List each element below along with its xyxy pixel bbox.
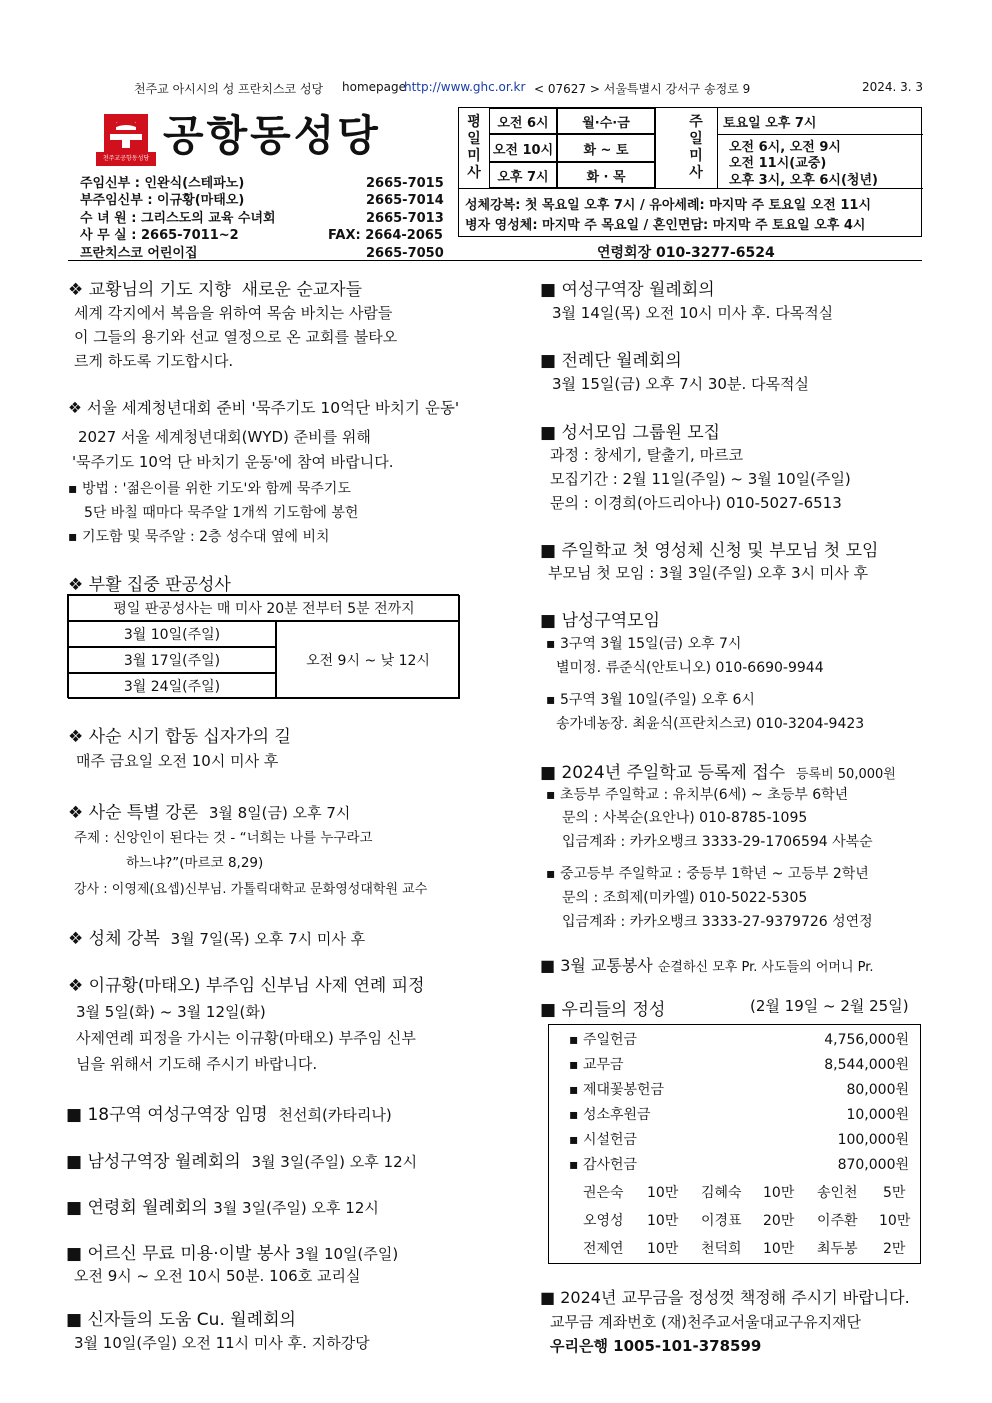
altar-text: 3월 15일(금) 오후 7시 30분. 다목적실 — [552, 375, 809, 393]
wyd-method: 5단 바칠 때마다 묵주알 1개씩 기도함에 봉헌 — [84, 505, 359, 521]
lecture-section-title: ❖ 사순 특별 강론 3월 8일(금) 오후 7시 — [68, 803, 351, 823]
donor-name: 송인천 — [817, 1185, 858, 1201]
confession-note: 평일 판공성사는 매 미사 20분 전부터 5분 전까지 — [68, 595, 460, 621]
confession-table — [67, 594, 459, 698]
confession-date: 3월 24일(주일) — [68, 673, 276, 699]
confession-section-title: ❖ 부활 집중 판공성사 — [68, 575, 231, 595]
staff-role: 주임신부 : 인완식(스테파노) — [80, 176, 245, 191]
square-icon: ■ — [540, 611, 557, 631]
homepage-label: homepage — [342, 80, 406, 94]
diamond-icon: ❖ — [68, 803, 84, 823]
staff-role: 부주임신부 : 이규황(마태오) — [80, 193, 245, 209]
kyomu-section-title: ■ 2024년 교무금을 정성껏 책정해 주시기 바랍니다. — [540, 1288, 910, 1307]
staff-row — [80, 227, 442, 244]
wyd-method: ▪ 방법 : '젊은이를 위한 기도'와 함께 묵주기도 — [68, 481, 351, 497]
offering-row: ▪ 시설헌금 100,000원 — [569, 1132, 909, 1148]
cross-section-title: ❖ 사순 시기 합동 십자가의 길 — [68, 727, 291, 747]
donor-amount: 20만 — [763, 1213, 795, 1229]
weekday-days: 화 · 목 — [557, 162, 655, 188]
square-icon: ■ — [540, 280, 557, 300]
mass-schedule — [458, 107, 922, 237]
confession-date: 3월 17일(주일) — [68, 647, 276, 673]
bible-text: 모집기간 : 2월 11일(주일) ~ 3월 10일(주일) — [550, 470, 851, 488]
offering-row: ▪ 성소후원금 10,000원 — [569, 1107, 909, 1123]
donor-name: 이경표 — [701, 1213, 742, 1229]
donor-amount: 10만 — [647, 1185, 679, 1201]
men-district-section-title: ■ 남성구역모임 — [540, 611, 661, 631]
wyd-section-title: ❖ 서울 세계청년대회 준비 '묵주기도 10억단 바치기 운동' — [68, 399, 460, 417]
donor-name: 김혜숙 — [701, 1185, 742, 1201]
square-icon: ■ — [540, 763, 557, 783]
diamond-icon: ❖ — [68, 399, 82, 417]
offering-period: (2월 19일 ~ 2월 25일) — [750, 997, 909, 1015]
donor-name: 전제연 — [583, 1241, 624, 1257]
mass-note: 성체강복: 첫 목요일 오후 7시 / 유아세례: 마지막 주 토요일 오전 11시 — [465, 198, 872, 213]
square-icon: ■ — [66, 1198, 83, 1218]
donor-amount: 5만 — [883, 1185, 906, 1201]
offering-table — [548, 1024, 921, 1264]
wyd-box: ▪ 기도함 및 묵주알 : 2층 성수대 옆에 비치 — [68, 529, 330, 545]
benediction-text: 3월 7일(목) 오후 7시 미사 후 — [170, 930, 366, 948]
prayer-text: 르게 하도록 기도합시다. — [74, 352, 234, 370]
weekday-mass-label: 평 일 미 사 — [467, 114, 481, 181]
yeon-text: 3월 3일(주일) 오후 12시 — [213, 1199, 379, 1217]
staff-row — [80, 210, 442, 227]
square-icon: ■ — [66, 1105, 83, 1125]
lecture-date: 3월 8일(금) 오후 7시 — [208, 804, 351, 822]
prayer-section-title: ❖ 교황님의 기도 지향 새로운 순교자들 — [68, 280, 363, 300]
mass-note: 병자 영성체: 마지막 주 목요일 / 혼인면담: 마지막 주 토요일 오후 4시 — [465, 218, 866, 233]
staff-phone: 2665-7015 — [366, 176, 444, 191]
donor-amount: 10만 — [763, 1185, 795, 1201]
donor-amount: 2만 — [883, 1241, 906, 1257]
wyd-text: '묵주기도 10억 단 바치기 운동'에 참여 바랍니다. — [72, 453, 394, 471]
bible-text: 문의 : 이경희(아드리아나) 010-5027-6513 — [550, 494, 842, 512]
square-icon: ■ — [540, 956, 556, 975]
address: < 07627 > 서울특별시 강서구 송정로 9 — [534, 82, 751, 96]
church-title: 공항동성당 — [163, 111, 381, 160]
parish-name: 천주교 아시시의 성 프란치스코 성당 — [134, 82, 324, 96]
lecture-theme: 주제 : 신앙인이 된다는 것 - “너희는 나를 누구라고 — [74, 830, 373, 846]
offering-row: ▪ 감사헌금 870,000원 — [569, 1157, 909, 1173]
square-icon: ■ — [66, 1310, 83, 1330]
square-icon: ■ — [540, 423, 557, 443]
offering-row: ▪ 교무금 8,544,000원 — [569, 1057, 909, 1073]
diamond-icon: ❖ — [68, 976, 84, 996]
traffic-section-title: ■ 3월 교통봉사 순결하신 모후 Pr. 사도들의 어머니 Pr. — [540, 956, 874, 975]
square-icon: ■ — [540, 1000, 557, 1020]
donor-name: 이주환 — [817, 1213, 858, 1229]
lecture-speaker: 강사 : 이영제(요셉)신부님. 가톨릭대학교 문화영성대학원 교수 — [74, 882, 428, 897]
men-district-text: ▪ 3구역 3월 15일(금) 오후 7시 — [546, 636, 742, 652]
donor-amount: 10만 — [647, 1213, 679, 1229]
lecture-theme: 하느냐?”(마르코 8,29) — [126, 855, 264, 871]
donor-amount: 10만 — [647, 1241, 679, 1257]
offering-row: ▪ 주일헌금 4,756,000원 — [569, 1032, 909, 1048]
donor-name: 천덕희 — [701, 1241, 742, 1257]
appoint-text: 천선희(카타리나) — [278, 1106, 392, 1124]
issue-date: 2024. 3. 3 — [862, 80, 924, 94]
staff-list — [80, 175, 442, 262]
retreat-text: 사제연례 피정을 가시는 이규황(마태오) 부주임 신부 — [76, 1029, 416, 1047]
donor-name: 최두봉 — [817, 1241, 858, 1257]
appoint-section-title: ■ 18구역 여성구역장 임명 천선희(카타리나) — [66, 1105, 392, 1125]
sunday-mass-label: 주 일 미 사 — [689, 114, 703, 181]
square-icon: ■ — [540, 541, 557, 561]
tuition-fee: 등록비 50,000원 — [795, 767, 896, 782]
sunday-time: 토요일 오후 7시 — [723, 116, 817, 131]
staff-row — [80, 175, 442, 192]
hair-section-title: ■ 어르신 무료 미용·이발 봉사 3월 10일(주일) — [66, 1244, 399, 1264]
church-logo — [96, 108, 156, 172]
diamond-icon: ❖ — [68, 280, 84, 300]
retreat-section-title: ❖ 이규황(마태오) 부주임 신부님 사제 연례 피정 — [68, 976, 425, 996]
square-icon: ■ — [66, 1152, 83, 1172]
traffic-text: 순결하신 모후 Pr. 사도들의 어머니 Pr. — [657, 960, 874, 975]
prayer-subtitle: 새로운 순교자들 — [241, 280, 363, 300]
tuition-text: 입금계좌 : 카카오뱅크 3333-29-1706594 사복순 — [562, 834, 873, 850]
square-icon: ■ — [540, 351, 557, 371]
wyd-text: 2027 서울 세계청년대회(WYD) 준비를 위해 — [78, 428, 371, 446]
hair-text: 오전 9시 ~ 오전 10시 50분. 106호 교리실 — [74, 1267, 361, 1285]
staff-row — [80, 192, 442, 209]
altar-section-title: ■ 전례단 월례회의 — [540, 351, 682, 371]
women-text: 3월 14일(목) 오전 10시 미사 후. 다목적실 — [552, 304, 834, 322]
offering-row: ▪ 제대꽃봉헌금 80,000원 — [569, 1082, 909, 1098]
tuition-text: ▪ 중고등부 주일학교 : 중등부 1학년 ~ 고등부 2학년 — [546, 866, 869, 882]
confession-time: 오전 9시 ~ 낮 12시 — [276, 621, 460, 699]
retreat-text: 님을 위해서 기도해 주시기 바랍니다. — [76, 1055, 318, 1073]
men-district-text: 별미정. 류준식(안토니오) 010-6690-9944 — [556, 660, 824, 676]
cu-text: 3월 10일(주일) 오전 11시 미사 후. 지하강당 — [74, 1334, 370, 1352]
prayer-text: 세계 각지에서 복음을 위하여 목숨 바치는 사람들 — [74, 304, 393, 322]
sunday-time: 오후 3시, 오후 6시(청년) — [729, 173, 878, 188]
yeon-section-title: ■ 연령회 월례회의 3월 3일(주일) 오후 12시 — [66, 1198, 379, 1218]
weekday-time: 오전 6시 — [489, 108, 557, 134]
staff-phone: 2665-7014 — [366, 193, 444, 209]
sunday-school-text: 부모님 첫 모임 : 3월 3일(주일) 오후 3시 미사 후 — [548, 564, 869, 582]
men-district-text: 송가네농장. 최윤식(프란치스코) 010-3204-9423 — [556, 716, 865, 732]
offering-section-title: ■ 우리들의 정성 — [540, 1000, 666, 1020]
header-divider — [68, 260, 922, 261]
staff-role: 수 녀 원 : 그리스도의 교육 수녀회 — [80, 210, 276, 226]
donor-name: 권은숙 — [583, 1185, 624, 1201]
weekday-days: 월·수·금 — [557, 108, 655, 134]
confession-date: 3월 10일(주일) — [68, 621, 276, 647]
tuition-text: ▪ 초등부 주일학교 : 유치부(6세) ~ 초등부 6학년 — [546, 787, 849, 803]
cross-text: 매주 금요일 오전 10시 미사 후 — [76, 752, 279, 770]
tuition-text: 입금계좌 : 카카오뱅크 3333-27-9379726 성연정 — [562, 914, 873, 930]
men-district-text: ▪ 5구역 3월 10일(주일) 오후 6시 — [546, 692, 755, 708]
square-icon: ■ — [66, 1244, 83, 1264]
donor-name: 오영성 — [583, 1213, 624, 1229]
sunday-school-section-title: ■ 주일학교 첫 영성체 신청 및 부모님 첫 모임 — [540, 541, 879, 561]
association-contact: 연령회장 010-3277-6524 — [597, 245, 775, 261]
donor-amount: 10만 — [879, 1213, 911, 1229]
weekday-time: 오전 10시 — [489, 134, 557, 162]
staff-phone: 2665-7050 — [366, 245, 444, 261]
prayer-text: 이 그들의 용기와 선교 열정으로 온 교회를 불타오 — [74, 328, 398, 346]
retreat-text: 3월 5일(화) ~ 3월 12일(화) — [76, 1003, 266, 1021]
diamond-icon: ❖ — [68, 575, 84, 595]
bible-section-title: ■ 성서모임 그룹원 모집 — [540, 423, 721, 443]
cu-section-title: ■ 신자들의 도움 Cu. 월례회의 — [66, 1310, 296, 1330]
tuition-section-title: ■ 2024년 주일학교 등록제 접수 등록비 50,000원 — [540, 763, 896, 783]
donor-amount: 10만 — [763, 1241, 795, 1257]
women-section-title: ■ 여성구역장 월례회의 — [540, 280, 715, 300]
logo-caption: 천주교공항동성당 — [96, 152, 156, 166]
square-icon: ■ — [540, 1288, 556, 1307]
sunday-time: 오전 6시, 오전 9시 — [729, 140, 841, 155]
men-meeting-section-title: ■ 남성구역장 월례회의 3월 3일(주일) 오후 12시 — [66, 1152, 418, 1172]
diamond-icon: ❖ — [68, 929, 84, 949]
hair-date: 3월 10일(주일) — [295, 1245, 399, 1263]
staff-role: 프란치스코 어린이집 — [80, 245, 198, 261]
staff-fax: FAX: 2664-2065 — [328, 228, 443, 244]
weekday-time: 오후 7시 — [489, 162, 557, 188]
tuition-text: 문의 : 사복순(요안나) 010-8785-1095 — [562, 810, 808, 826]
men-meeting-text: 3월 3일(주일) 오후 12시 — [251, 1153, 418, 1171]
staff-phone: 2665-7013 — [366, 210, 444, 226]
sunday-time: 오전 11시(교중) — [729, 156, 827, 171]
diamond-icon: ❖ — [68, 727, 84, 747]
homepage-link[interactable]: http://www.ghc.or.kr — [404, 80, 526, 94]
kyomu-bank: 우리은행 1005-101-378599 — [550, 1337, 762, 1355]
bible-text: 과정 : 창세기, 탈출기, 마르코 — [550, 446, 744, 464]
weekday-days: 화 ~ 토 — [557, 134, 655, 162]
tuition-text: 문의 : 조희제(미카엘) 010-5022-5305 — [562, 890, 808, 906]
benediction-section-title: ❖ 성체 강복 3월 7일(목) 오후 7시 미사 후 — [68, 929, 366, 949]
staff-role: 사 무 실 : 2665-7011~2 — [80, 228, 239, 244]
kyomu-account: 교무금 계좌번호 (재)천주교서울대교구유지재단 — [550, 1313, 862, 1331]
